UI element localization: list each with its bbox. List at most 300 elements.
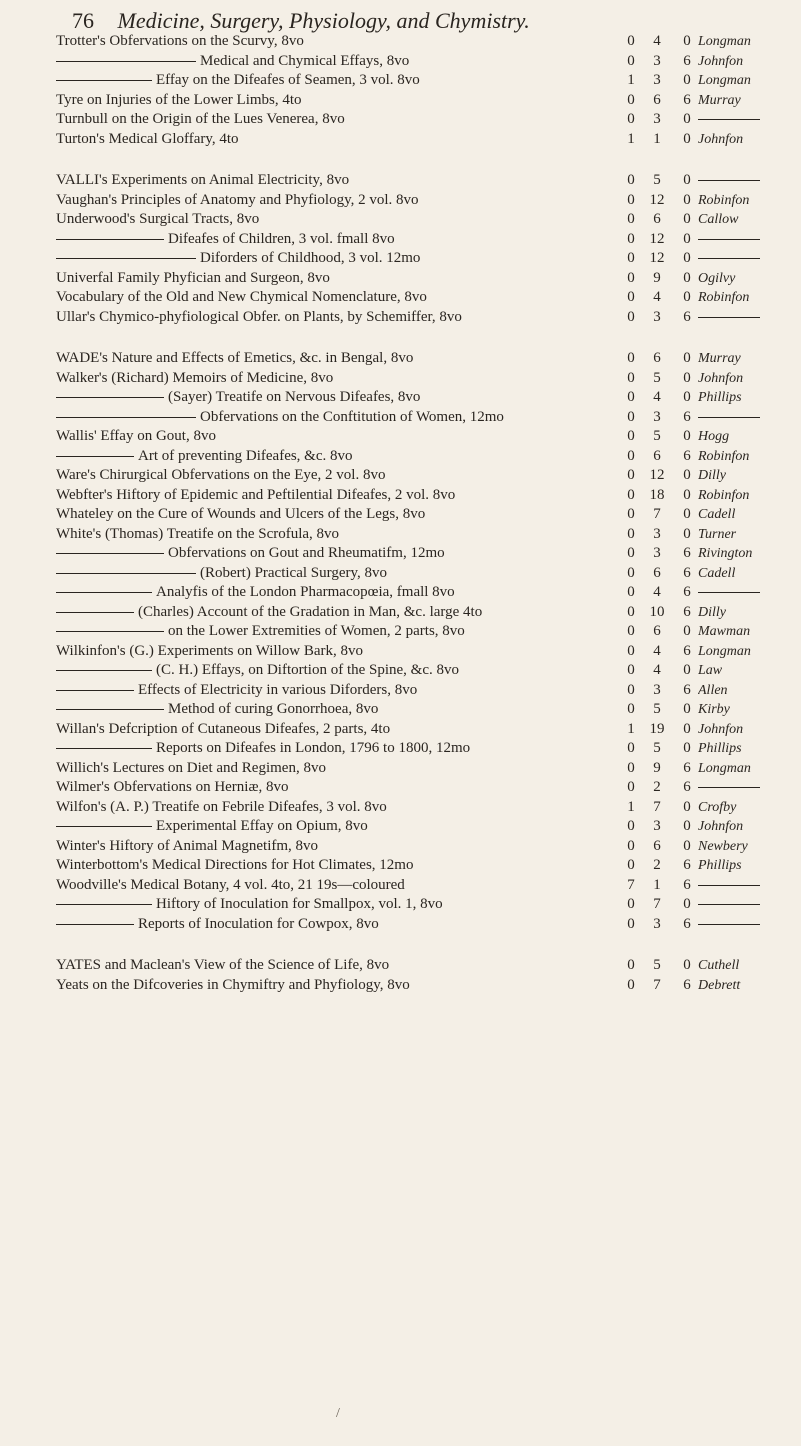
price-pounds: 0 — [627, 467, 635, 483]
entry-title-text: Hiftory of Inoculation for Smallpox, vol. 1, 8vo — [156, 896, 443, 912]
publisher-name: Cuthell — [698, 958, 740, 973]
publisher — [698, 622, 798, 642]
price-pounds: 0 — [627, 308, 635, 325]
catalogue-entry — [0, 269, 801, 289]
publisher — [698, 32, 798, 52]
publisher — [698, 856, 798, 876]
entry-title — [56, 466, 616, 486]
price-shillings: 10 — [649, 603, 665, 620]
ditto-publisher-rule — [698, 924, 760, 925]
price-pounds: 1 — [627, 798, 635, 815]
price-pounds: 0 — [627, 350, 635, 366]
price-shillings: 6 — [653, 91, 661, 108]
publisher — [698, 642, 798, 662]
price-pence: 6 — [683, 91, 691, 108]
price-pence: 0 — [683, 506, 691, 522]
publisher-name: Robinfon — [698, 290, 750, 305]
catalogue-entry — [0, 759, 801, 779]
price-shillings: 5 — [653, 957, 661, 973]
entry-title-text: on the Lower Extremities of Women, 2 parts, 8vo — [168, 623, 465, 639]
price-shillings: 12 — [649, 230, 665, 247]
entry-title-text: White's (Thomas) Treatife on the Scrofula, 8vo — [56, 525, 340, 542]
price-shillings: 1 — [653, 130, 661, 147]
price-pence: 6 — [683, 447, 691, 464]
price-pounds: 0 — [627, 389, 635, 405]
price-shillings: 6 — [653, 837, 661, 854]
publisher-name: Ogilvy — [698, 270, 736, 286]
entry-title — [56, 408, 616, 428]
entry-title-text: Wilfon's (A. P.) Treatife on Febrile Difeafes, 3 vol. 8vo — [56, 798, 387, 815]
price-pence: 0 — [683, 130, 691, 147]
price-shillings: 5 — [653, 428, 661, 444]
publisher-name: Cadell — [698, 565, 736, 581]
publisher-name: Robinfon — [698, 448, 750, 464]
entry-title-text: Wallis' Effay on Gout, 8vo — [56, 428, 216, 444]
publisher — [698, 249, 798, 269]
price-shillings: 4 — [653, 33, 661, 49]
ditto-publisher-rule — [698, 119, 760, 120]
price-pounds: 0 — [627, 91, 635, 108]
price-pence: 6 — [683, 52, 691, 69]
entry-title — [56, 720, 616, 740]
price-pounds: 0 — [627, 584, 635, 600]
entry-title — [56, 369, 616, 389]
entry-group — [0, 956, 801, 995]
ditto-publisher-rule — [698, 592, 760, 593]
entry-title-text: Wilmer's Obfervations on Herniæ, 8vo — [56, 779, 289, 795]
price-shillings: 3 — [653, 111, 661, 127]
ditto-rule — [56, 748, 152, 749]
publisher-name: Phillips — [698, 390, 742, 405]
publisher-name: Longman — [698, 34, 751, 49]
publisher-name: Johnfon — [698, 721, 744, 737]
entry-title — [56, 817, 616, 837]
publisher — [698, 447, 798, 467]
price-pence: 0 — [683, 289, 691, 305]
catalogue-entry — [0, 661, 801, 681]
entry-title-text: Obfervations on Gout and Rheumatifm, 12mo — [168, 545, 445, 561]
entry-group — [0, 32, 801, 149]
entry-title-text: Turnbull on the Origin of the Lues Venerea, 8vo — [56, 111, 345, 127]
price-pence: 0 — [683, 662, 691, 678]
ditto-publisher-rule — [698, 417, 760, 418]
price-shillings: 4 — [653, 662, 661, 678]
ditto-rule — [56, 239, 164, 240]
entry-title-text: Obfervations on the Conftitution of Women, 12mo — [200, 408, 504, 425]
price-pounds: 0 — [627, 896, 635, 912]
entry-title — [56, 52, 616, 72]
entry-title — [56, 32, 616, 52]
entry-title — [56, 269, 616, 289]
price-shillings: 3 — [653, 52, 661, 69]
entry-title — [56, 681, 616, 701]
publisher — [698, 408, 798, 428]
price-pence: 0 — [683, 896, 691, 912]
entry-title-text: Webfter's Hiftory of Epidemic and Peftilential Difeafes, 2 vol. 8vo — [56, 486, 456, 503]
price-pounds: 0 — [627, 289, 635, 305]
catalogue-entry — [0, 642, 801, 662]
catalogue-entry — [0, 976, 801, 996]
price-pounds: 0 — [627, 662, 635, 678]
entry-title — [56, 856, 616, 876]
entry-title-text: Vaughan's Principles of Anatomy and Phyfiology, 2 vol. 8vo — [56, 191, 419, 208]
publisher-name: Debrett — [698, 977, 741, 993]
price-shillings: 5 — [653, 369, 661, 386]
price-pence: 6 — [683, 603, 691, 620]
price-pounds: 7 — [627, 876, 635, 893]
price-pence: 0 — [683, 720, 691, 737]
price-pounds: 0 — [627, 408, 635, 425]
entry-title-text: (Robert) Practical Surgery, 8vo — [200, 564, 388, 581]
price-pence: 6 — [683, 779, 691, 795]
publisher-name: Newbery — [698, 838, 748, 854]
entry-group — [0, 349, 801, 934]
entry-group — [0, 171, 801, 327]
catalogue-entry — [0, 369, 801, 389]
publisher-name: Murray — [698, 351, 741, 366]
publisher — [698, 739, 798, 759]
catalogue-entry — [0, 895, 801, 915]
price-pounds: 0 — [627, 33, 635, 49]
page-title: Medicine, Surgery, Physiology, and Chymistry. — [117, 8, 530, 33]
publisher-name: Robinfon — [698, 192, 750, 208]
price-pounds: 0 — [627, 545, 635, 561]
publisher-name: Johnfon — [698, 53, 744, 69]
catalogue-entry — [0, 249, 801, 269]
ditto-publisher-rule — [698, 180, 760, 181]
publisher — [698, 52, 798, 72]
price-pence: 0 — [683, 72, 691, 88]
ditto-rule — [56, 417, 196, 418]
publisher — [698, 269, 798, 289]
entry-title-text: Difeafes of Children, 3 vol. fmall 8vo — [168, 230, 395, 247]
entry-title — [56, 91, 616, 111]
publisher — [698, 288, 798, 308]
ditto-rule — [56, 456, 134, 457]
price-pence: 0 — [683, 957, 691, 973]
price-shillings: 4 — [653, 584, 661, 600]
entry-title — [56, 171, 616, 191]
price-pence: 6 — [683, 408, 691, 425]
entry-title-text: Underwood's Surgical Tracts, 8vo — [56, 211, 260, 227]
entry-title — [56, 230, 616, 250]
price-shillings: 7 — [653, 976, 661, 993]
publisher-name: Phillips — [698, 858, 742, 873]
price-pounds: 0 — [627, 642, 635, 659]
catalogue-entry — [0, 52, 801, 72]
entry-title — [56, 642, 616, 662]
publisher-name: Cadell — [698, 507, 736, 522]
entry-title — [56, 876, 616, 896]
catalogue-entry — [0, 915, 801, 935]
price-shillings: 7 — [653, 506, 661, 522]
catalogue-entry — [0, 110, 801, 130]
price-pence: 0 — [683, 623, 691, 639]
publisher — [698, 466, 798, 486]
price-pence: 0 — [683, 389, 691, 405]
price-pence: 0 — [683, 740, 691, 756]
ditto-rule — [56, 258, 196, 259]
entry-title — [56, 956, 616, 976]
ditto-rule — [56, 826, 152, 827]
price-pence: 6 — [683, 642, 691, 659]
entry-title — [56, 622, 616, 642]
entry-title-text: Willich's Lectures on Diet and Regimen, 8vo — [56, 759, 326, 776]
publisher — [698, 525, 798, 545]
publisher — [698, 308, 798, 328]
entry-title-text: Diforders of Childhood, 3 vol. 12mo — [200, 250, 421, 266]
publisher — [698, 349, 798, 369]
entry-title — [56, 778, 616, 798]
entry-title-text: Trotter's Obfervations on the Scurvy, 8vo — [56, 33, 304, 49]
price-pence: 6 — [683, 545, 691, 561]
entry-title — [56, 447, 616, 467]
catalogue-entry — [0, 856, 801, 876]
price-pounds: 0 — [627, 506, 635, 522]
entry-title-text: Winterbottom's Medical Directions for Hot Climates, 12mo — [56, 857, 414, 873]
price-pounds: 1 — [627, 72, 635, 88]
catalogue-entries — [0, 32, 801, 1017]
price-pounds: 0 — [627, 269, 635, 286]
entry-title — [56, 110, 616, 130]
publisher-name: Robinfon — [698, 487, 750, 503]
price-pence: 0 — [683, 191, 691, 208]
catalogue-entry — [0, 603, 801, 623]
publisher — [698, 837, 798, 857]
price-pounds: 0 — [627, 564, 635, 581]
entry-title — [56, 486, 616, 506]
entry-title-text: Willan's Defcription of Cutaneous Difeafes, 2 parts, 4to — [56, 720, 391, 737]
price-shillings: 12 — [649, 250, 665, 266]
entry-title-text: Reports on Difeafes in London, 1796 to 1800, 12mo — [156, 740, 471, 756]
entry-title — [56, 837, 616, 857]
catalogue-entry — [0, 191, 801, 211]
price-shillings: 5 — [653, 740, 661, 756]
publisher — [698, 91, 798, 111]
ditto-rule — [56, 709, 164, 710]
publisher — [698, 210, 798, 230]
price-shillings: 3 — [653, 72, 661, 88]
publisher-name: Dilly — [698, 604, 726, 620]
entry-title — [56, 895, 616, 915]
price-shillings: 3 — [653, 525, 661, 542]
ditto-publisher-rule — [698, 787, 760, 788]
publisher — [698, 817, 798, 837]
price-pence: 0 — [683, 369, 691, 386]
catalogue-entry — [0, 798, 801, 818]
ditto-rule — [56, 573, 196, 574]
entry-title-text: Tyre on Injuries of the Lower Limbs, 4to — [56, 91, 302, 108]
price-pence: 0 — [683, 428, 691, 444]
entry-title-text: Experimental Effay on Opium, 8vo — [156, 818, 368, 834]
price-pounds: 0 — [627, 681, 635, 698]
price-shillings: 3 — [653, 545, 661, 561]
entry-title-text: YATES and Maclean's View of the Science of Life, 8vo — [56, 957, 390, 973]
catalogue-entry — [0, 837, 801, 857]
price-pence: 0 — [683, 111, 691, 127]
price-shillings: 3 — [653, 915, 661, 932]
publisher — [698, 544, 798, 564]
price-pounds: 0 — [627, 818, 635, 834]
catalogue-entry — [0, 622, 801, 642]
catalogue-entry — [0, 583, 801, 603]
entry-title — [56, 505, 616, 525]
publisher — [698, 110, 798, 130]
catalogue-entry — [0, 700, 801, 720]
ditto-rule — [56, 80, 152, 81]
entry-title-text: VALLI's Experiments on Animal Electricity, 8vo — [56, 172, 350, 188]
entry-title — [56, 388, 616, 408]
entry-title-text: (Charles) Account of the Gradation in Man, &c. large 4to — [138, 603, 483, 620]
publisher-name: Mawman — [698, 624, 751, 639]
price-pounds: 0 — [627, 172, 635, 188]
publisher — [698, 427, 798, 447]
ditto-rule — [56, 924, 134, 925]
entry-title-text: Effay on the Difeafes of Seamen, 3 vol. 8vo — [156, 72, 420, 88]
ditto-rule — [56, 397, 164, 398]
page-number: 76 — [72, 8, 94, 33]
ditto-rule — [56, 612, 134, 613]
publisher — [698, 915, 798, 935]
catalogue-entry — [0, 408, 801, 428]
entry-title-text: Winter's Hiftory of Animal Magnetifm, 8vo — [56, 837, 319, 854]
publisher — [698, 71, 798, 91]
entry-title-text: Whateley on the Cure of Wounds and Ulcers of the Legs, 8vo — [56, 506, 426, 522]
publisher-name: Turner — [698, 526, 737, 542]
price-pence: 0 — [683, 230, 691, 247]
ditto-publisher-rule — [698, 317, 760, 318]
entry-title — [56, 759, 616, 779]
catalogue-entry — [0, 91, 801, 111]
ditto-rule — [56, 670, 152, 671]
price-pounds: 0 — [627, 603, 635, 620]
entry-title-text: Ware's Chirurgical Obfervations on the Eye, 2 vol. 8vo — [56, 467, 386, 483]
price-pence: 0 — [683, 467, 691, 483]
price-shillings: 3 — [653, 681, 661, 698]
entry-title-text: Method of curing Gonorrhoea, 8vo — [168, 701, 379, 717]
publisher-name: Longman — [698, 760, 751, 776]
catalogue-entry — [0, 210, 801, 230]
publisher — [698, 388, 798, 408]
price-shillings: 2 — [653, 779, 661, 795]
price-pence: 0 — [683, 350, 691, 366]
entry-title — [56, 349, 616, 369]
publisher — [698, 486, 798, 506]
publisher — [698, 976, 798, 996]
price-shillings: 6 — [653, 350, 661, 366]
price-pence: 6 — [683, 564, 691, 581]
price-shillings: 19 — [649, 720, 665, 737]
price-pounds: 0 — [627, 701, 635, 717]
price-pence: 0 — [683, 250, 691, 266]
ditto-rule — [56, 904, 152, 905]
ditto-rule — [56, 592, 152, 593]
price-shillings: 1 — [653, 876, 661, 893]
catalogue-entry — [0, 288, 801, 308]
publisher — [698, 230, 798, 250]
entry-title-text: Walker's (Richard) Memoirs of Medicine, 8vo — [56, 369, 334, 386]
price-pence: 0 — [683, 486, 691, 503]
ditto-rule — [56, 553, 164, 554]
price-pence: 6 — [683, 976, 691, 993]
price-shillings: 5 — [653, 172, 661, 188]
price-shillings: 4 — [653, 642, 661, 659]
entry-title-text: Univerfal Family Phyfician and Surgeon, 8vo — [56, 269, 330, 286]
price-shillings: 6 — [653, 211, 661, 227]
publisher-name: Dilly — [698, 468, 726, 483]
publisher-name: Callow — [698, 212, 739, 227]
publisher — [698, 956, 798, 976]
catalogue-entry — [0, 778, 801, 798]
entry-title — [56, 130, 616, 150]
publisher — [698, 720, 798, 740]
entry-title — [56, 739, 616, 759]
price-pounds: 0 — [627, 779, 635, 795]
price-pence: 6 — [683, 308, 691, 325]
catalogue-entry — [0, 564, 801, 584]
entry-title — [56, 249, 616, 269]
entry-title-text: WADE's Nature and Effects of Emetics, &c. in Bengal, 8vo — [56, 350, 414, 366]
price-pounds: 0 — [627, 837, 635, 854]
entry-title — [56, 308, 616, 328]
price-shillings: 12 — [649, 467, 665, 483]
price-pounds: 0 — [627, 976, 635, 993]
publisher — [698, 171, 798, 191]
entry-title — [56, 700, 616, 720]
entry-title — [56, 544, 616, 564]
price-pence: 0 — [683, 818, 691, 834]
price-pence: 0 — [683, 701, 691, 717]
catalogue-entry — [0, 505, 801, 525]
publisher-name: Phillips — [698, 741, 742, 756]
price-shillings: 9 — [653, 269, 661, 286]
catalogue-entry — [0, 308, 801, 328]
entry-title — [56, 191, 616, 211]
price-shillings: 5 — [653, 701, 661, 717]
catalogue-entry — [0, 349, 801, 369]
publisher — [698, 661, 798, 681]
entry-title-text: Medical and Chymical Effays, 8vo — [200, 52, 410, 69]
entry-title — [56, 976, 616, 996]
price-shillings: 7 — [653, 798, 661, 815]
entry-title — [56, 661, 616, 681]
price-pounds: 0 — [627, 857, 635, 873]
catalogue-entry — [0, 130, 801, 150]
price-pounds: 0 — [627, 486, 635, 503]
entry-title — [56, 915, 616, 935]
ditto-rule — [56, 61, 196, 62]
publisher-name: Johnfon — [698, 370, 744, 386]
price-shillings: 6 — [653, 447, 661, 464]
entry-title-text: Turton's Medical Gloffary, 4to — [56, 130, 239, 147]
catalogue-entry — [0, 956, 801, 976]
price-shillings: 6 — [653, 564, 661, 581]
price-shillings: 6 — [653, 623, 661, 639]
entry-title — [56, 525, 616, 545]
price-pence: 0 — [683, 525, 691, 542]
price-pounds: 0 — [627, 957, 635, 973]
publisher — [698, 191, 798, 211]
entry-title — [56, 427, 616, 447]
publisher — [698, 681, 798, 701]
entry-title-text: Vocabulary of the Old and New Chymical Nomenclature, 8vo — [56, 289, 427, 305]
price-pounds: 0 — [627, 191, 635, 208]
price-shillings: 7 — [653, 896, 661, 912]
entry-title — [56, 583, 616, 603]
entry-title — [56, 564, 616, 584]
catalogue-entry — [0, 739, 801, 759]
price-shillings: 3 — [653, 308, 661, 325]
